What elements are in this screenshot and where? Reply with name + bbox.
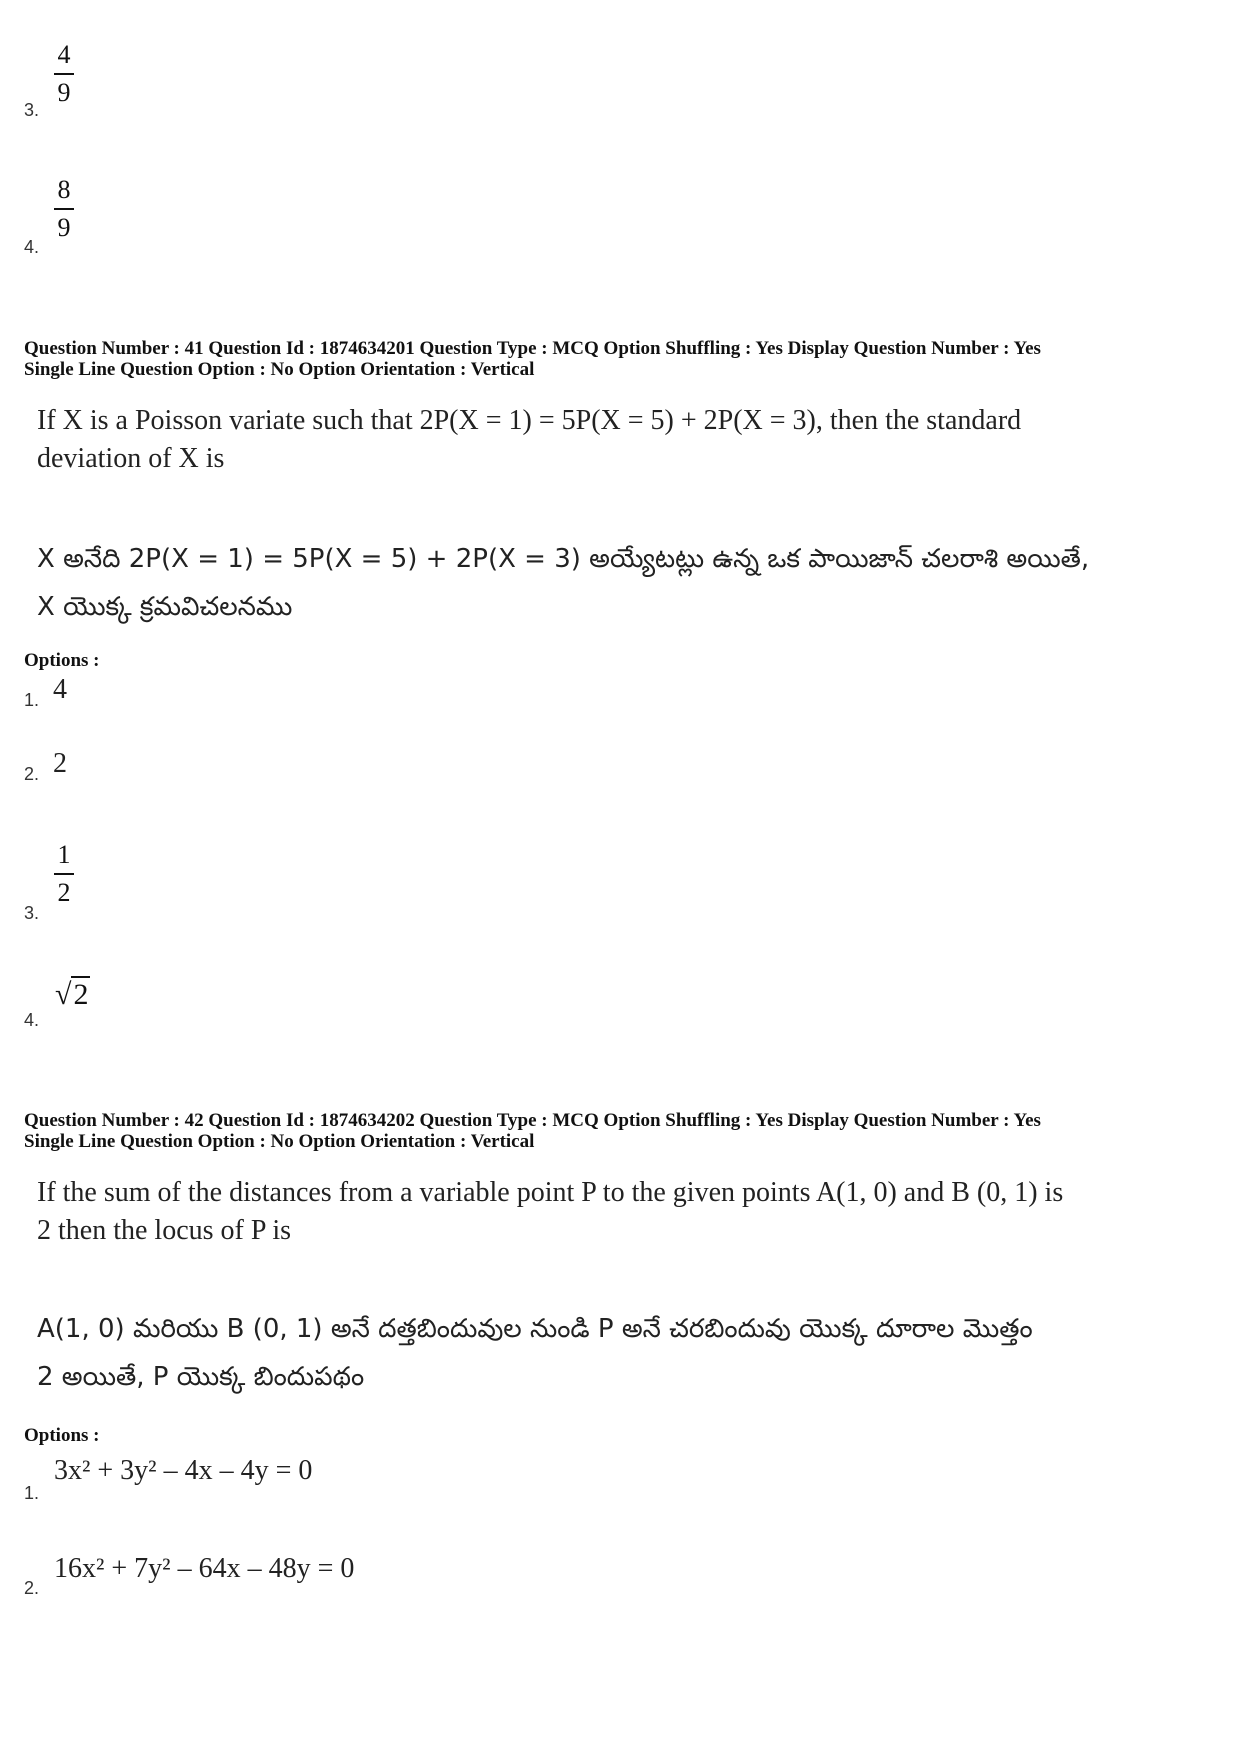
denominator: 9 <box>57 213 71 242</box>
radical-sign: √ <box>55 978 72 1011</box>
fraction-bar <box>54 873 74 875</box>
q41-option-1-value: 4 <box>53 674 67 705</box>
numerator: 8 <box>57 175 71 204</box>
denominator: 9 <box>57 78 71 107</box>
q42-option-1-number: 1. <box>24 1483 40 1503</box>
q41-text-english-line1: If X is a Poisson variate such that 2P(X = 1) = 5P(X = 5) + 2P(X = 3), then the standard <box>37 405 1022 436</box>
q42-option-1-equation <box>54 1455 312 1487</box>
q42-text-telugu-line2: 2 అయితే, P యొక్క బిందుపథం <box>37 1362 365 1392</box>
q42-meta-line2: Single Line Question Option : No Option Orientation : Vertical <box>24 1131 535 1152</box>
q42-option-2-equation <box>54 1553 354 1585</box>
q42-text-english-line2: 2 then the locus of P is <box>37 1215 292 1246</box>
q41-meta-line1: Question Number : 41 Question Id : 1874634201 Question Type : MCQ Option Shuffling : Yes Display Question Number : Yes <box>24 338 1041 359</box>
equation-text: 16x² + 7y² – 64x – 48y = 0 <box>54 1553 355 1584</box>
q42-option-2-number: 2. <box>24 1578 40 1598</box>
fraction-bar <box>54 208 74 210</box>
numerator: 1 <box>57 840 71 869</box>
q41-text-telugu-line1: X అనేది 2P(X = 1) = 5P(X = 5) + 2P(X = 3) అయ్యేటట్లు ఉన్న ఒక పాయిజాన్ చలరాశి అయితే, <box>37 544 1090 574</box>
q42-meta-line1: Question Number : 42 Question Id : 1874634202 Question Type : MCQ Option Shuffling : Yes Display Question Number : Yes <box>24 1110 1041 1131</box>
q41-text-english-line2: deviation of X is <box>37 443 225 474</box>
fraction-bar <box>54 73 74 75</box>
q42-text-english-line1: If the sum of the distances from a variable point P to the given points A(1, 0) and B (0, 1) is <box>37 1177 1064 1208</box>
q41-option-2-value: 2 <box>53 748 67 779</box>
q41-text-telugu-line2: X యొక్క క్రమవిచలనము <box>37 592 293 622</box>
option-4-fraction <box>54 177 74 241</box>
option-4-number: 4. <box>24 237 40 257</box>
q41-option-2-number: 2. <box>24 764 40 784</box>
q41-meta-line2: Single Line Question Option : No Option Orientation : Vertical <box>24 359 535 380</box>
q41-options-label: Options : <box>24 650 100 671</box>
radicand: 2 <box>73 978 89 1011</box>
q41-option-4-number: 4. <box>24 1010 40 1030</box>
q41-option-3-number: 3. <box>24 903 40 923</box>
q42-options-label: Options : <box>24 1425 100 1446</box>
numerator: 4 <box>57 40 71 69</box>
option-3-fraction <box>54 42 74 106</box>
q42-text-telugu-line1: A(1, 0) మరియు B (0, 1) అనే దత్తబిందువుల నుండి P అనే చరబిందువు యొక్క దూరాల మొత్తం <box>37 1314 1033 1344</box>
q41-option-3-fraction <box>54 842 74 906</box>
equation-text: 3x² + 3y² – 4x – 4y = 0 <box>54 1455 313 1486</box>
q41-option-4-sqrt <box>55 978 90 1012</box>
option-3-number: 3. <box>24 100 40 120</box>
denominator: 2 <box>57 878 71 907</box>
q41-option-1-number: 1. <box>24 690 40 710</box>
